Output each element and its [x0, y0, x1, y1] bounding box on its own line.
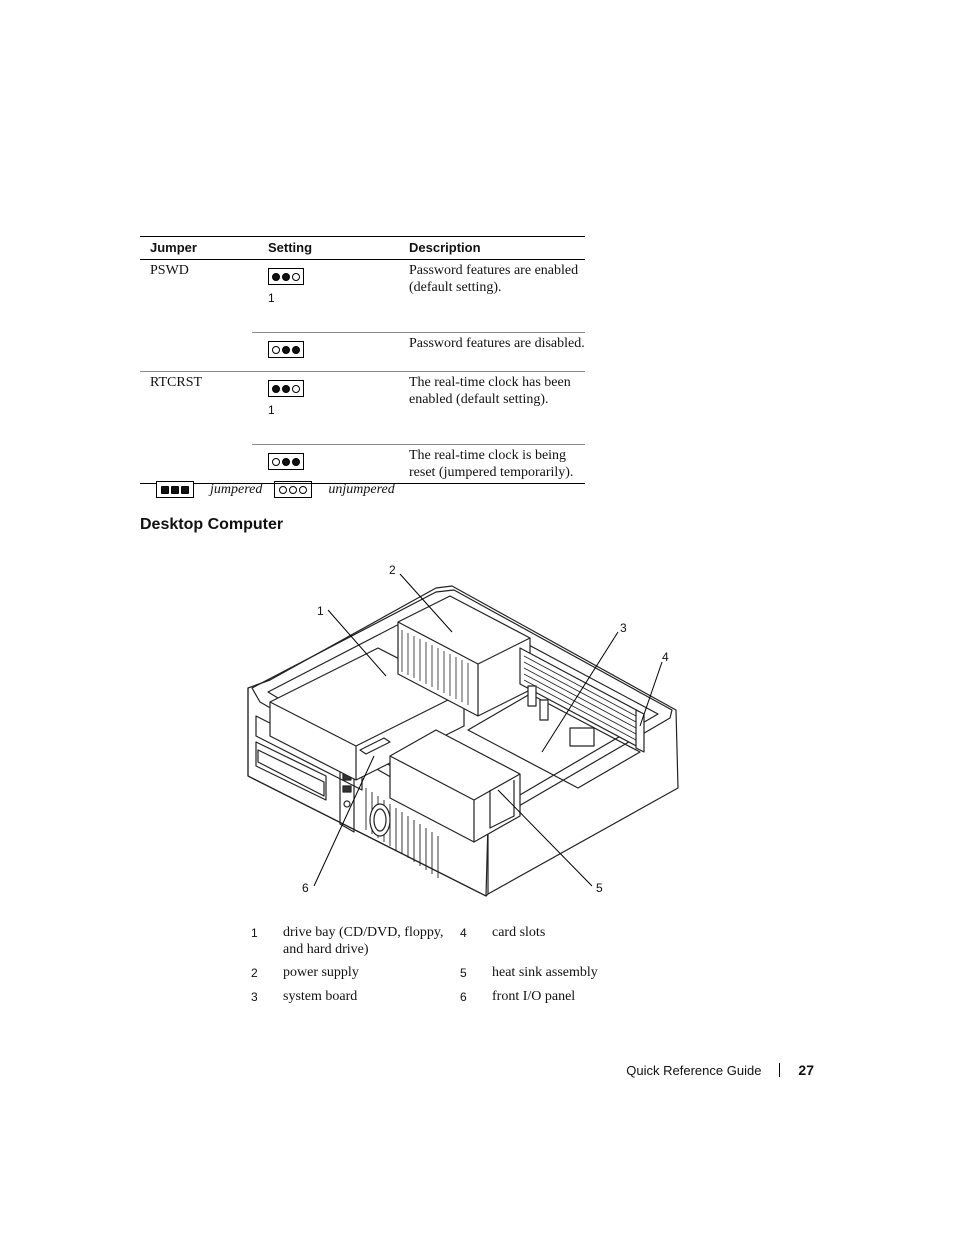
- part-number: 5: [460, 966, 467, 980]
- jumper-legend: [156, 481, 395, 498]
- jumper-description: The real-time clock is being reset (jumpered temporarily).: [399, 445, 585, 484]
- parts-legend: [244, 924, 644, 1012]
- table-row: [140, 333, 585, 372]
- part-label: power supply: [283, 965, 359, 980]
- part-label: heat sink assembly: [492, 965, 598, 980]
- jumper-description: Password features are enabled (default setting).: [409, 263, 579, 295]
- jumper-description: The real-time clock has been enabled (default setting).: [399, 372, 585, 445]
- part-label: front I/O panel: [492, 989, 576, 1004]
- table-row: [140, 372, 585, 445]
- callout-6: 6: [302, 881, 309, 895]
- unjumpered-icon: [274, 481, 312, 498]
- pin-one-label: 1: [268, 290, 275, 305]
- table-row: [140, 445, 585, 484]
- part-label: system board: [283, 989, 358, 1004]
- section-title: Desktop Computer: [140, 516, 284, 533]
- jumper-pins-23-icon: [268, 453, 304, 470]
- jumper-table: [140, 236, 585, 484]
- page-footer: [626, 1062, 814, 1078]
- jumper-pins-23-icon: [268, 341, 304, 358]
- part-number: 2: [251, 966, 258, 980]
- jumper-name: [140, 333, 252, 372]
- jumper-pins-12-icon: [268, 268, 304, 285]
- callout-5: 5: [596, 881, 603, 895]
- jumper-pins-12-icon: [268, 380, 304, 397]
- part-number: 1: [251, 926, 258, 940]
- page-number: 27: [798, 1062, 814, 1078]
- callout-2: 2: [389, 563, 396, 577]
- header-description: Description: [399, 237, 585, 260]
- table-row: [244, 964, 644, 988]
- legend-unjumpered: unjumpered: [328, 481, 395, 497]
- table-row: [244, 988, 644, 1012]
- part-label: drive bay (CD/DVD, floppy, and hard drive): [283, 925, 444, 957]
- header-setting: Setting: [252, 237, 399, 260]
- callout-4: 4: [662, 650, 669, 664]
- table-row: [244, 924, 644, 964]
- jumper-name: PSWD: [150, 263, 189, 278]
- header-jumper: Jumper: [140, 237, 252, 260]
- jumpered-icon: [156, 481, 194, 498]
- part-label: card slots: [492, 925, 546, 940]
- callout-3: 3: [620, 621, 627, 635]
- footer-divider: [779, 1063, 780, 1077]
- pin-one-label: 1: [268, 402, 275, 417]
- callout-1: 1: [317, 604, 324, 618]
- footer-title: Quick Reference Guide: [626, 1062, 762, 1078]
- desktop-computer-figure: [240, 560, 700, 900]
- part-number: 3: [251, 990, 258, 1004]
- computer-illustration: [240, 560, 700, 900]
- table-row: [140, 260, 585, 333]
- legend-jumpered: jumpered: [210, 481, 263, 497]
- jumper-name: RTCRST: [140, 372, 252, 445]
- jumper-description: Password features are disabled.: [399, 333, 585, 372]
- jumper-name: [140, 445, 252, 484]
- part-number: 6: [460, 990, 467, 1004]
- part-number: 4: [460, 926, 467, 940]
